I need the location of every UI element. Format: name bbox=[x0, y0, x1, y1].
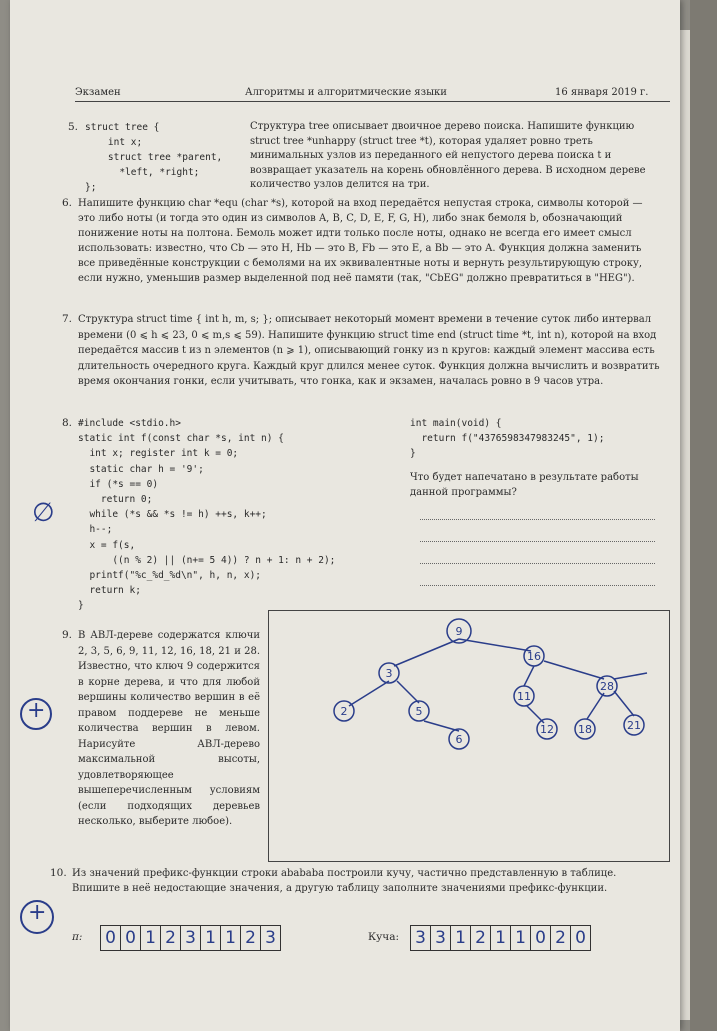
heap-table bbox=[410, 925, 591, 951]
table-cell: 2 bbox=[161, 926, 181, 950]
avl-tree-drawing bbox=[269, 611, 669, 861]
table-cell: 0 bbox=[121, 926, 141, 950]
table-cell: 0 bbox=[101, 926, 121, 950]
table-cell: 1 bbox=[491, 926, 511, 950]
q7-text: Структура struct time { int h, m, s; }; описывает некоторый момент времени в течение суток либо интервал времени (0 ⩽ h ⩽ 23, 0 ⩽ m,s ⩽ 59). Напишите функцию struct time end (struct time *t, int n), которой на вход передаётся массив t из n элементов (n ⩾ 1), описывающий гонку из n кругов: каждый элемент массива есть длительность очередного круга. Каждый круг длился менее суток. Функция должна вычислить и возвратить время окончания гонки, если учитывать, что гонка, как и экзамен, началась ровно в 9 часов утра. bbox=[78, 314, 660, 387]
q5-number: 5. bbox=[68, 121, 79, 133]
table-cell: 0 bbox=[575, 928, 586, 948]
header-right: 16 января 2019 г. bbox=[555, 87, 649, 98]
q8-number: 8. bbox=[62, 417, 73, 429]
background-sheet bbox=[690, 0, 717, 1031]
q9-number: 9. bbox=[62, 629, 73, 641]
page-header bbox=[75, 85, 670, 102]
header-center: Алгоритмы и алгоритмические языки bbox=[245, 87, 447, 98]
table-cell: 1 bbox=[221, 926, 241, 950]
table-cell: 1 bbox=[141, 926, 161, 950]
q8-question: Что будет напечатано в результате работы данной программы? bbox=[410, 472, 639, 498]
tree-node-label: 5 bbox=[415, 705, 423, 718]
table-cell: 3 bbox=[431, 926, 451, 950]
q8-grade-mark: ∅ bbox=[32, 498, 55, 528]
table-cell: 1 bbox=[511, 926, 531, 950]
tree-node-label: 16 bbox=[527, 650, 541, 663]
tree-node-label: 2 bbox=[340, 705, 348, 718]
tree-node-label: 28 bbox=[600, 680, 614, 693]
q9-text: В АВЛ-дереве содержатся ключи 2, 3, 5, 6, 9, 11, 12, 16, 18, 21 и 28. Известно, что ключ 9 содержится в корне дерева, и что для любой вершины количество вершин в её правом поддереве не меньше количества вершин в левом. Нарисуйте АВЛ-дерево максимальной высоты, удовлетворяющее вышеперечисленным условиям (если подходящих деревьев несколько, выберите любое). bbox=[78, 630, 260, 827]
tree-node-label: 9 bbox=[455, 625, 463, 638]
pi-label: π: bbox=[72, 931, 83, 943]
table-cell: 2 bbox=[241, 926, 261, 950]
q10-number: 10. bbox=[50, 867, 67, 879]
answer-line bbox=[420, 584, 655, 586]
q10-grade-mark: + bbox=[28, 900, 47, 925]
q6-text: Напишите функцию char *equ (char *s), которой на вход передаётся непустая строка, символы которой — это либо ноты (и тогда это один из символов A, B, C, D, E, F, G, H), либо знак бемоля b, обозначающий понижение ноты на полтона. Бемоль может идти только после ноты, однако не всегда его имеет смысл использовать: известно, что Cb — это H, Hb — это B, Fb — это E, а Bb — это A. Функция должна заменить все приведённые конструкции с бемолями на их эквивалентные ноты и вернуть результирующую строку, если нужно, уменьшив размер выделенной под неё памяти (так, "CbEG" должно превратиться в "HEG"). bbox=[78, 198, 643, 284]
q8-code-left: #include <stdio.h> static int f(const char *s, int n) { int x; register int k = 0; static char h = '9'; if (*s == 0) return 0; while (*s && *s != h) ++s, k++; h--; x = f(s, ((n % 2) || (n+= 5 4)) ? n + 1: n + 2); printf("%c_%d_%d\n", h, n, x); return k; } bbox=[78, 418, 336, 612]
table-cell: 1 bbox=[451, 926, 471, 950]
tree-node-label: 6 bbox=[455, 733, 463, 746]
q5-code: struct tree { int x; struct tree *parent, *left, *right; }; bbox=[85, 122, 223, 193]
exam-sheet bbox=[10, 0, 680, 1031]
table-cell: 0 bbox=[531, 926, 551, 950]
pi-table bbox=[100, 925, 281, 951]
q8-code-right: int main(void) { return f("4376598347983245", 1); } bbox=[410, 418, 605, 459]
table-cell: 2 bbox=[471, 926, 491, 950]
tree-node-label: 11 bbox=[517, 690, 531, 703]
answer-line bbox=[420, 518, 655, 520]
tree-node-label: 12 bbox=[540, 723, 554, 736]
header-left: Экзамен bbox=[75, 87, 121, 98]
tree-node-label: 21 bbox=[627, 719, 641, 732]
table-cell: 3 bbox=[265, 928, 276, 948]
tree-node-label: 3 bbox=[385, 667, 393, 680]
avl-tree-answer-box bbox=[268, 610, 670, 862]
answer-line bbox=[420, 562, 655, 564]
q9-grade-mark: + bbox=[27, 698, 46, 723]
q5-text: Структура tree описывает двоичное дерево поиска. Напишите функцию struct tree *unhappy (struct tree *t), которая удаляет ровно треть минимальных узлов из переданного ей непустого дерева поиска t и возвращает указатель на корень обновлённого дерева. В исходном дереве количество узлов делится на три. bbox=[250, 121, 646, 190]
table-cell: 3 bbox=[411, 926, 431, 950]
table-cell: 2 bbox=[551, 926, 571, 950]
q7-number: 7. bbox=[62, 313, 73, 325]
table-cell: 3 bbox=[181, 926, 201, 950]
tree-node-label: 18 bbox=[578, 723, 592, 736]
heap-label: Куча: bbox=[368, 931, 400, 943]
q10-text: Из значений префикс-функции строки abababa построили кучу, частично представленную в таблице. Впишите в неё недостающие значения, а другую таблицу заполните значениями префикс-функции. bbox=[72, 868, 617, 894]
answer-line bbox=[420, 540, 655, 542]
q6-number: 6. bbox=[62, 197, 73, 209]
table-cell: 1 bbox=[201, 926, 221, 950]
